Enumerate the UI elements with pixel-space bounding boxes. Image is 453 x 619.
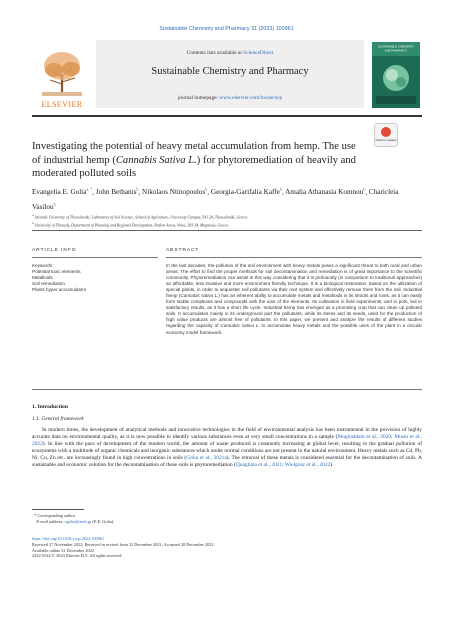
journal-name: Sustainable Chemistry and Pharmacy (151, 66, 309, 77)
citation-link[interactable]: Golia et al., 2021a (186, 455, 227, 462)
elsevier-logo (32, 44, 92, 110)
publication-info (32, 536, 422, 559)
email-note: E-mail address: egolia@auth.gr (E.E. Golia). (36, 518, 115, 524)
keyword-item: Metalloids (32, 275, 53, 280)
affiliation-b: $^b$ University of Thessaly, Department of Planning and Regional Development, Pedion Areos, Volos, 383 34, Magnesia, Greece (32, 221, 229, 228)
keywords-block (32, 263, 158, 293)
abstract-text: In the last decades, the pollution of the soil environment with heavy metals poses a significant threat to both rural and urban areas. The effort to find the proper methods for soil decontamination and remediation is of great importance to the scientific community. Phytoremediation can assist in this way considering that it is profoundly (in comparison to traditional approaches) an affordable, less invasive and more environment friendly technique. It is a biological restoration, based on the utilization of special plants, in order to sequester soil pollutants via their root system and effectively remove them from the soil. Industrial hemp (Cannabis sativa L.) has an inherent ability to accumulate metals and metalloids in its shoots and roots, as it can easily form stable complexes and compounds with the ions of the elements. Its cultivation in field experiments, and in pots, led to satisfactory results, as it has a short life cycle. Industrial hemp has emerged as a promising crop that can clean up polluted soils. It accumulates mainly in its underground part the pollutants, while its stems and its seeds, used for the production of high value products are almost free of pollutants. In this paper, we present and analyze the results of different studies regarding the capacity of Cannabis sativa L. to accumulate heavy metals and the possible uses of the plant in a circular economy model framework. (166, 263, 423, 335)
received-dates: Received 27 November 2022; Received in revised form 22 December 2022; Accepted 28 December 2022 (32, 541, 214, 547)
homepage-line (96, 95, 364, 101)
email-link[interactable]: egolia@auth.gr (64, 518, 92, 524)
author-name[interactable]: Amalia Athanasia Komnou$^b$ (285, 187, 366, 197)
author-name[interactable]: Charicleia Vasilou$^b$ (32, 188, 399, 211)
title-part-1: Investigating the potential of heavy metal accumulation from hemp. The use of industrial hemp ( (32, 141, 356, 166)
subsection-heading: 1.1. General framework (32, 416, 84, 422)
keywords-title: Keywords: (32, 263, 54, 268)
affiliation-a: $^a$ Aristotle University of Thessaloniki, Laboratory of Soil Science, School of Agriculture, University Campus, 541 24, Thessaloniki, Greece (32, 213, 248, 220)
cover-title-1: SUSTAINABLE CHEMISTRY (377, 44, 415, 49)
intro-paragraph: In modern times, the development of analytical methods and innovative technologies in the field of environmental analysis has been instrumental in the provision of highly accurate data on environmental quality, as it is now possible to identify various substances even at very small concentrations in a sample (Moghaddam et al., 2020; Musio et al., 2022). In line with the pace of development of the modern world, the amount of waste produced is constantly increasing at global level, resulting in the gradual pollution of ecosystems with a multitude of organic chemicals and inorganic substances which under normal conditions are not present in the natural environment. Heavy metals such as Cd, Pb, Ni, Cu, Zn etc. are increasingly found in high concentrations in soils (Golia et al., 2021a). The removal of these metals is considered essential for the decontamination of soils. A sustainable and economic solution for the decontamination of these soils is phytoremediation (Quagliata et al., 2021; Wielgusz et al., 2022). (32, 427, 423, 469)
title-species: Cannabis Sativa L. (115, 154, 197, 166)
homepage-prefix: journal homepage: (177, 95, 220, 101)
section-heading: 1. Introduction (32, 404, 68, 410)
abstract-bottom-rule (32, 389, 422, 390)
contents-prefix: Contents lists available at (186, 50, 244, 56)
available-online: Available online 31 December 2022 (32, 547, 94, 553)
author-name[interactable]: Georgia-Garifalia Kaffe$^b$ (210, 187, 282, 197)
doi-link[interactable]: https://doi.org/10.1016/j.scp.2022.100961 (32, 536, 105, 541)
affiliation-rule (32, 230, 422, 231)
sciencedirect-link[interactable]: ScienceDirect (243, 50, 274, 56)
citation-link[interactable]: Musio et al., 2022 (32, 434, 422, 448)
check-updates-label: Check for updates (375, 139, 397, 142)
corresponding-note: * Corresponding author. (32, 513, 76, 518)
abstract-heading: ABSTRACT (166, 248, 200, 253)
keyword-item: Soil remediation (32, 281, 65, 286)
journal-header (32, 40, 422, 112)
author-name[interactable]: John Bethanis$^b$ (95, 187, 139, 197)
footnotes (32, 513, 422, 525)
abstract-rule (166, 257, 422, 258)
article-title (32, 140, 362, 181)
author-name[interactable]: Evangelia E. Golia$^{a, *}$ (32, 187, 93, 197)
running-head[interactable]: Sustainable Chemistry and Pharmacy 31 (2023) 100961 (159, 26, 294, 32)
homepage-link[interactable]: www.elsevier.com/locate/scp (219, 95, 283, 101)
footnote-rule (32, 509, 84, 510)
check-for-updates-button[interactable] (374, 123, 398, 147)
article-info-heading: ARTICLE INFO (32, 248, 77, 253)
article-info-rule (32, 257, 158, 258)
header-rule (32, 115, 422, 117)
check-updates-icon (381, 127, 391, 137)
copyright: 2352-5541/© 2023 Elsevier B.V. All rights reserved. (32, 553, 123, 559)
title-part-2: ) for phytoremediation of heavily and moderated polluted soils (32, 154, 356, 179)
journal-cover (372, 42, 420, 108)
author-name[interactable]: Nikolaos Ntinopoulos$^b$ (142, 187, 208, 197)
keyword-item: Potential toxic elements (32, 269, 81, 274)
keyword-item: Plants hyper accumulators (32, 287, 87, 292)
affiliations (32, 212, 422, 229)
journal-banner (96, 40, 364, 108)
citation-link[interactable]: Moghaddam et al., 2020 (337, 434, 392, 441)
contents-line (96, 50, 364, 56)
author-list: Evangelia E. Golia$^{a, *}$, John Bethanis$^b$, Nikolaos Ntinopoulos$^b$, Georgia-Garifalia Kaffe$^b$, Amalia Athanasia Komnou$^b$, Charicleia Vasilou$^b$ (32, 187, 399, 211)
citation-link[interactable]: Quagliata et al., 2021 (235, 462, 283, 469)
cover-title-2: AND PHARMACY (384, 48, 408, 53)
publisher-logo-text: ELSEVIER (41, 100, 83, 109)
citation-link[interactable]: Wielgusz et al., 2022 (284, 462, 331, 469)
